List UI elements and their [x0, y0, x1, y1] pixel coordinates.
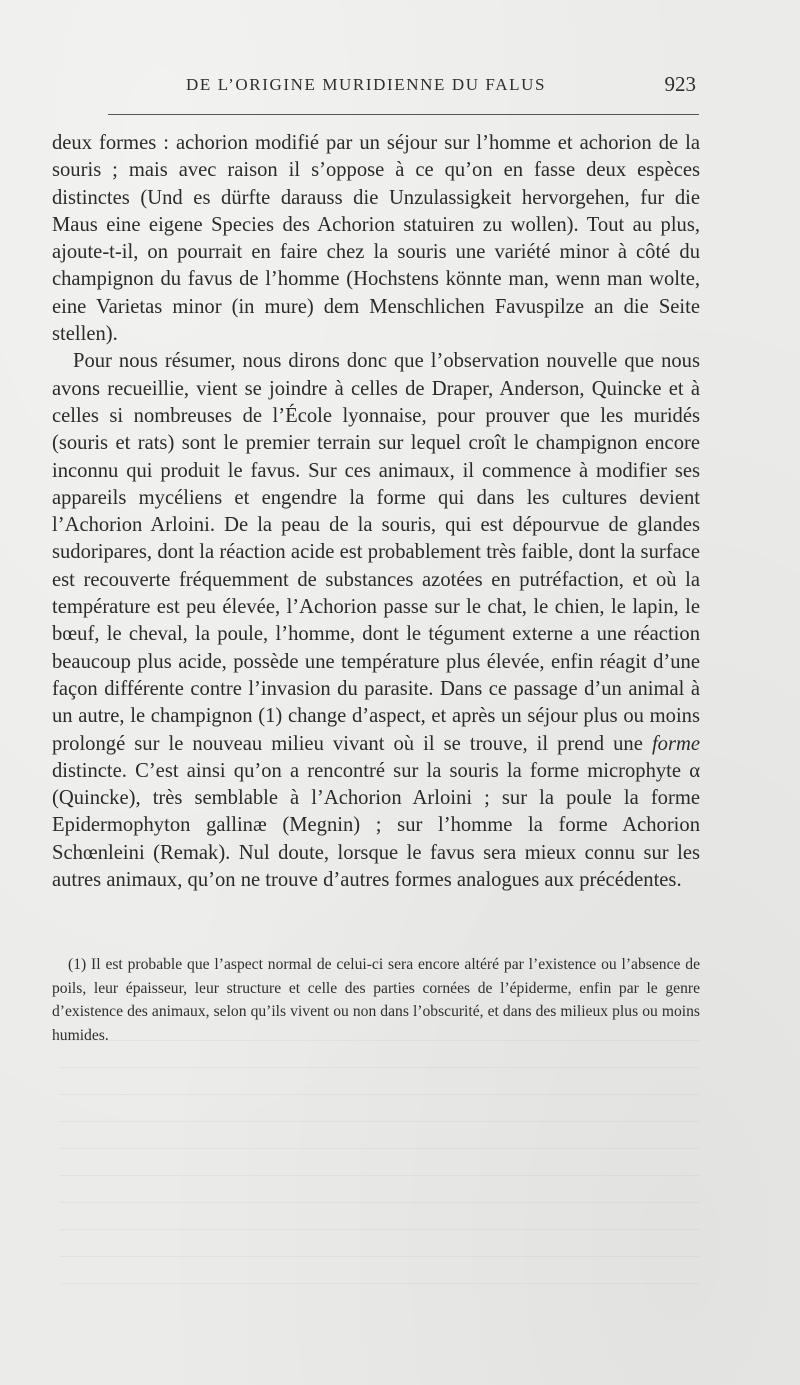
show-through-texture — [60, 1040, 700, 1340]
header-rule — [108, 114, 699, 115]
page-header — [186, 72, 696, 105]
paragraph-2-part-1: Pour nous résumer, nous dirons donc que l’observation nouvelle que nous avons recueillie, vient se joindre à celles de Draper, Anderson, Quincke et à celles si nombreuses de l’École lyonnaise, pour prouver que les muridés (souris et rats) sont le premier terrain sur lequel croît le champignon encore inconnu qui produit le favus. Sur ces animaux, il commence à modifier ses appareils mycéliens et engendre la forme qui dans les cultures devient l’Achorion Arloini. De la peau de la souris, qui est dépourvue de glandes sudoripares, dont la réaction acide est probablement très faible, dont la surface est recouverte fréquemment de substances azotées en putréfaction, et où la température est peu élevée, l’Achorion passe sur le chat, le chien, le lapin, le bœuf, le cheval, la poule, l’homme, dont le tégument externe a une réaction beaucoup plus acide, possède une température plus élevée, enfin réagit d’une façon différente contre l’invasion du parasite. Dans ce passage d’un animal à un autre, le champignon (1) change d’aspect, et après un séjour plus ou moins prolongé sur le nouveau milieu vivant où il se trouve, il prend une — [52, 350, 700, 755]
footnote — [52, 953, 700, 1047]
body-text — [52, 130, 700, 894]
footnote-text: (1) Il est probable que l’aspect normal de celui-ci sera encore altéré par l’existence ou l’absence de poils, leur épaisseur, leur structure et celle des parties cornées de l’épiderme, enfin par le genre d’existence des animaux, selon qu’ils vivent ou non dans l’obscurité, et dans des milieux plus ou moins humides. — [52, 956, 700, 1044]
page-number: 923 — [664, 72, 696, 96]
paragraph-2-italic: forme — [651, 732, 700, 755]
paragraph-1: deux formes : achorion modifié par un séjour sur l’homme et achorion de la souris ; mais avec raison il s’oppose à ce qu’on en fasse deux espèces distinctes (Und es dürfte darauss die Unzulassigkeit hervorgehen, fur die Maus eine eigene Species des Achorion statuiren zu wollen). Tout au plus, ajoute-t-il, on pourrait en faire chez la souris une variété minor à côté du champignon du favus de l’homme (Hochstens könnte man, wenn man wolte, eine Varietas minor (in mure) dem Menschlichen Favuspilze an die Seite stellen). — [52, 132, 700, 346]
paragraph-2-part-2: distincte. C’est ainsi qu’on a rencontré sur la souris la forme microphyte α (Quincke), très semblable à l’Achorion Arloini ; sur la poule la forme Epidermophyton gallinæ (Megnin) ; sur l’homme la forme Achorion Schœnleini (Remak). Nul doute, lorsque le favus sera mieux connu sur les autres animaux, qu’on ne trouve d’autres formes analogues aux précédentes. — [52, 759, 700, 892]
running-head: DE L’ORIGINE MURIDIENNE DU FALUS — [186, 75, 547, 94]
paragraph-2 — [52, 348, 700, 894]
